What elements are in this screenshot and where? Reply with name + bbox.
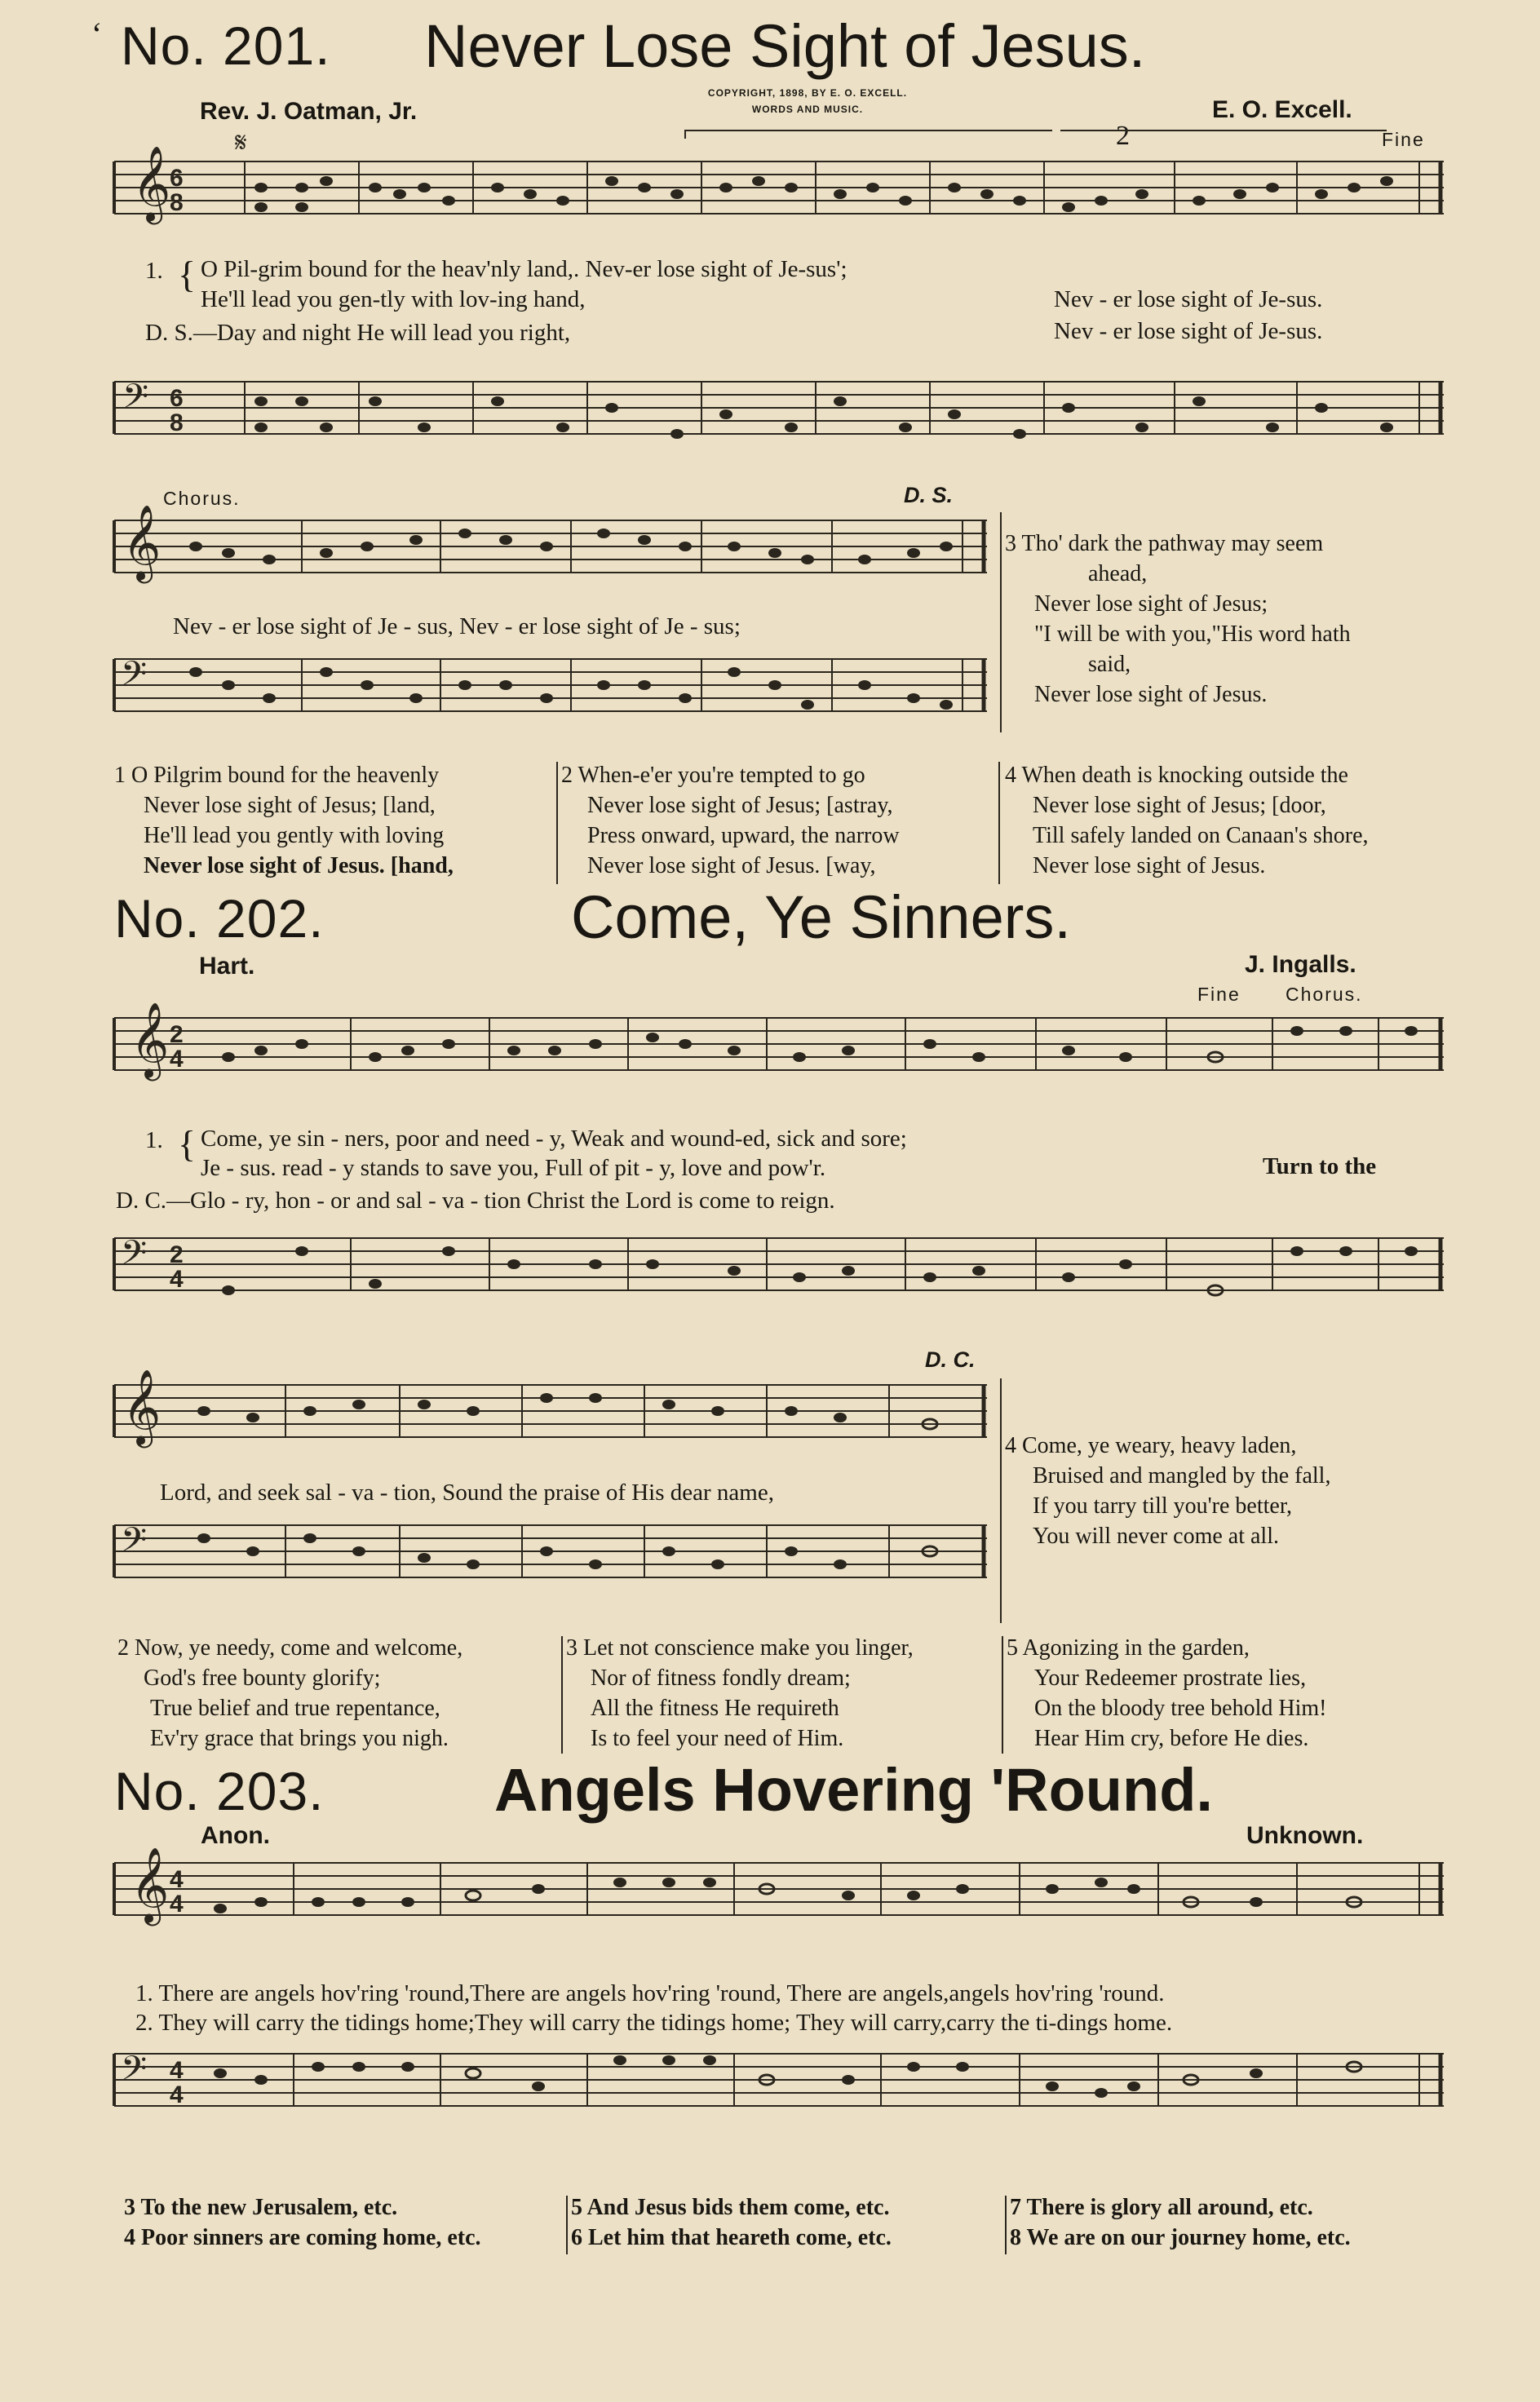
verse-col-1: 2 Now, ye needy, come and welcome, God's free bounty glorify; True belief and true repentance, Ev'ry grace that brings you nigh. — [117, 1635, 463, 1751]
column-divider — [1000, 1378, 1002, 1623]
verse-4: 4 Come, ye weary, heavy laden, Bruised and mangled by the fall, If you tarry till you're better, You will never come at all. — [1005, 1433, 1331, 1549]
svg-text:4: 4 — [170, 1891, 184, 1918]
refrain-line-1: Nev - er lose sight of Je-sus. — [1054, 286, 1323, 312]
svg-text:2: 2 — [170, 1021, 184, 1048]
hymn-title: Angels Hovering 'Round. — [494, 1756, 1213, 1824]
verse-col-2: 2 When-e'er you're tempted to go Never lose sight of Jesus; [astray, Press onward, upward, the narrow Never lose sight of Jesus. [way, — [561, 763, 900, 878]
composer-credit: J. Ingalls. — [1245, 951, 1356, 978]
svg-text:8: 8 — [170, 409, 184, 436]
author-credit: Anon. — [201, 1822, 270, 1849]
verse-col-2: 3 Let not conscience make you linger, Nor of fitness fondly dream; All the fitness He requireth Is to feel your need of Him. — [566, 1635, 914, 1751]
author-credit: Rev. J. Oatman, Jr. — [200, 98, 418, 125]
verse-col-3: 4 When death is knocking outside the Never lose sight of Jesus; [door, Till safely landed on Canaan's shore, Never lose sight of Jesus. — [1005, 763, 1369, 878]
column-divider — [998, 762, 1000, 884]
svg-text:𝄞: 𝄞 — [122, 1372, 162, 1444]
lyric-line-1: O Pil-grim bound for the heav'nly land,. Nev-er lose sight of Je-sus'; — [201, 256, 847, 282]
lyric-line-1: 1. There are angels hov'ring 'round,There are angels hov'ring 'round, There are angels,angels hov'ring 'round. — [135, 1980, 1165, 2006]
svg-text:𝄢: 𝄢 — [121, 2050, 148, 2095]
chorus-bass-staff — [114, 652, 987, 734]
chorus-bass-staff — [114, 1519, 987, 1600]
svg-text:𝄞: 𝄞 — [131, 1850, 170, 1922]
lyric-line-2: Je - sus. read - y stands to save you, Full of pit - y, love and pow'r. — [201, 1155, 826, 1181]
hymn-number: No. 202. — [114, 888, 325, 949]
svg-text:𝄞: 𝄞 — [131, 1005, 170, 1077]
svg-text:𝄞: 𝄞 — [132, 145, 171, 221]
column-divider — [1005, 2196, 1007, 2254]
svg-text:𝄢: 𝄢 — [121, 1234, 148, 1280]
svg-text:4: 4 — [170, 1046, 184, 1073]
svg-text:𝄢: 𝄢 — [121, 655, 148, 701]
svg-text:6: 6 — [170, 385, 184, 412]
bass-staff — [114, 2047, 1444, 2137]
treble-staff — [114, 1850, 1444, 1946]
turn-text: Turn to the — [1263, 1153, 1377, 1179]
verse-3: 3 Tho' dark the pathway may seem ahead, Never lose sight of Jesus; "I will be with you,"His word hath said, Never lose sight of Jesus. — [1005, 531, 1351, 707]
hymn-title: Come, Ye Sinners. — [571, 883, 1071, 951]
copyright-notice: COPYRIGHT, 1898, BY E. O. EXCELL. WORDS AND MUSIC. — [707, 87, 908, 115]
svg-text:𝄢: 𝄢 — [121, 1521, 148, 1567]
composer-credit: E. O. Excell. — [1212, 96, 1352, 123]
column-divider — [561, 1636, 563, 1754]
verse-brace: { — [178, 254, 197, 295]
ds-mark: D. S. — [904, 483, 954, 507]
lyric-line-ds: D. S.—Day and night He will lead you right, — [145, 320, 571, 346]
lyric-line-2: 2. They will carry the tidings home;They will carry the tidings home; They will carry,carry the ti-dings home. — [135, 2010, 1173, 2036]
svg-text:4: 4 — [170, 2081, 184, 2108]
verse-col-1: 3 To the new Jerusalem, etc. 4 Poor sinners are coming home, etc. — [124, 2195, 481, 2250]
svg-text:2: 2 — [170, 1241, 184, 1268]
refrain-line-2: Nev - er lose sight of Je-sus. — [1054, 318, 1323, 344]
chorus-lyric: Lord, and seek sal - va - tion, Sound the praise of His dear name, — [160, 1480, 774, 1506]
svg-text:8: 8 — [170, 189, 184, 216]
svg-text:4: 4 — [170, 1266, 184, 1293]
svg-text:𝄋: 𝄋 — [235, 128, 247, 158]
bass-staff — [114, 1232, 1444, 1321]
ending-number: 2 — [1116, 121, 1130, 151]
svg-text:𝄞: 𝄞 — [122, 507, 162, 579]
chorus-treble-staff — [114, 507, 987, 595]
verse-col-3: 7 There is glory all around, etc. 8 We are on our journey home, etc. — [1010, 2195, 1351, 2250]
bass-staff — [114, 375, 1444, 465]
verse-col-1: 1 O Pilgrim bound for the heavenly Never lose sight of Jesus; [land, He'll lead you gently with loving Never lose sight of Jesus. [hand, — [114, 763, 454, 878]
column-divider — [1002, 1636, 1003, 1754]
chorus-label: Chorus. — [163, 488, 241, 509]
column-divider — [1000, 512, 1002, 732]
page-mark: ‘ — [91, 15, 103, 52]
fine-mark: Fine — [1382, 129, 1425, 150]
hymn-number: No. 201. — [121, 15, 331, 76]
column-divider — [556, 762, 558, 884]
hymn-number: No. 203. — [114, 1761, 325, 1821]
verse-brace: { — [178, 1123, 197, 1165]
treble-staff — [114, 1005, 1444, 1101]
lyric-line-2: He'll lead you gen-tly with lov-ing hand, — [201, 286, 586, 312]
svg-text:4: 4 — [170, 1866, 184, 1893]
chorus-treble-staff — [114, 1372, 987, 1460]
hymn-title: Never Lose Sight of Jesus. — [424, 12, 1146, 80]
lyric-line-1: Come, ye sin - ners, poor and need - y, Weak and wound-ed, sick and sore; — [201, 1126, 907, 1152]
verse-number: 1. — [145, 258, 163, 284]
dc-mark: D. C. — [925, 1347, 976, 1372]
svg-text:6: 6 — [170, 165, 184, 192]
svg-text:𝄢: 𝄢 — [122, 378, 149, 423]
fine-mark: Fine — [1197, 984, 1241, 1005]
verse-col-2: 5 And Jesus bids them come, etc. 6 Let him that heareth come, etc. — [571, 2195, 892, 2250]
composer-credit: Unknown. — [1246, 1822, 1364, 1849]
chorus-label: Chorus. — [1286, 984, 1363, 1005]
column-divider — [566, 2196, 568, 2254]
verse-number: 1. — [145, 1127, 163, 1153]
svg-text:4: 4 — [170, 2057, 184, 2084]
verse-col-3: 5 Agonizing in the garden, Your Redeemer prostrate lies, On the bloody tree behold Him! Hear Him cry, before He dies. — [1007, 1635, 1327, 1751]
chorus-lyric: Nev - er lose sight of Je - sus, Nev - er lose sight of Je - sus; — [173, 613, 741, 639]
author-credit: Hart. — [199, 953, 255, 980]
lyric-line-dc: D. C.—Glo - ry, hon - or and sal - va - tion Christ the Lord is come to reign. — [116, 1188, 835, 1214]
